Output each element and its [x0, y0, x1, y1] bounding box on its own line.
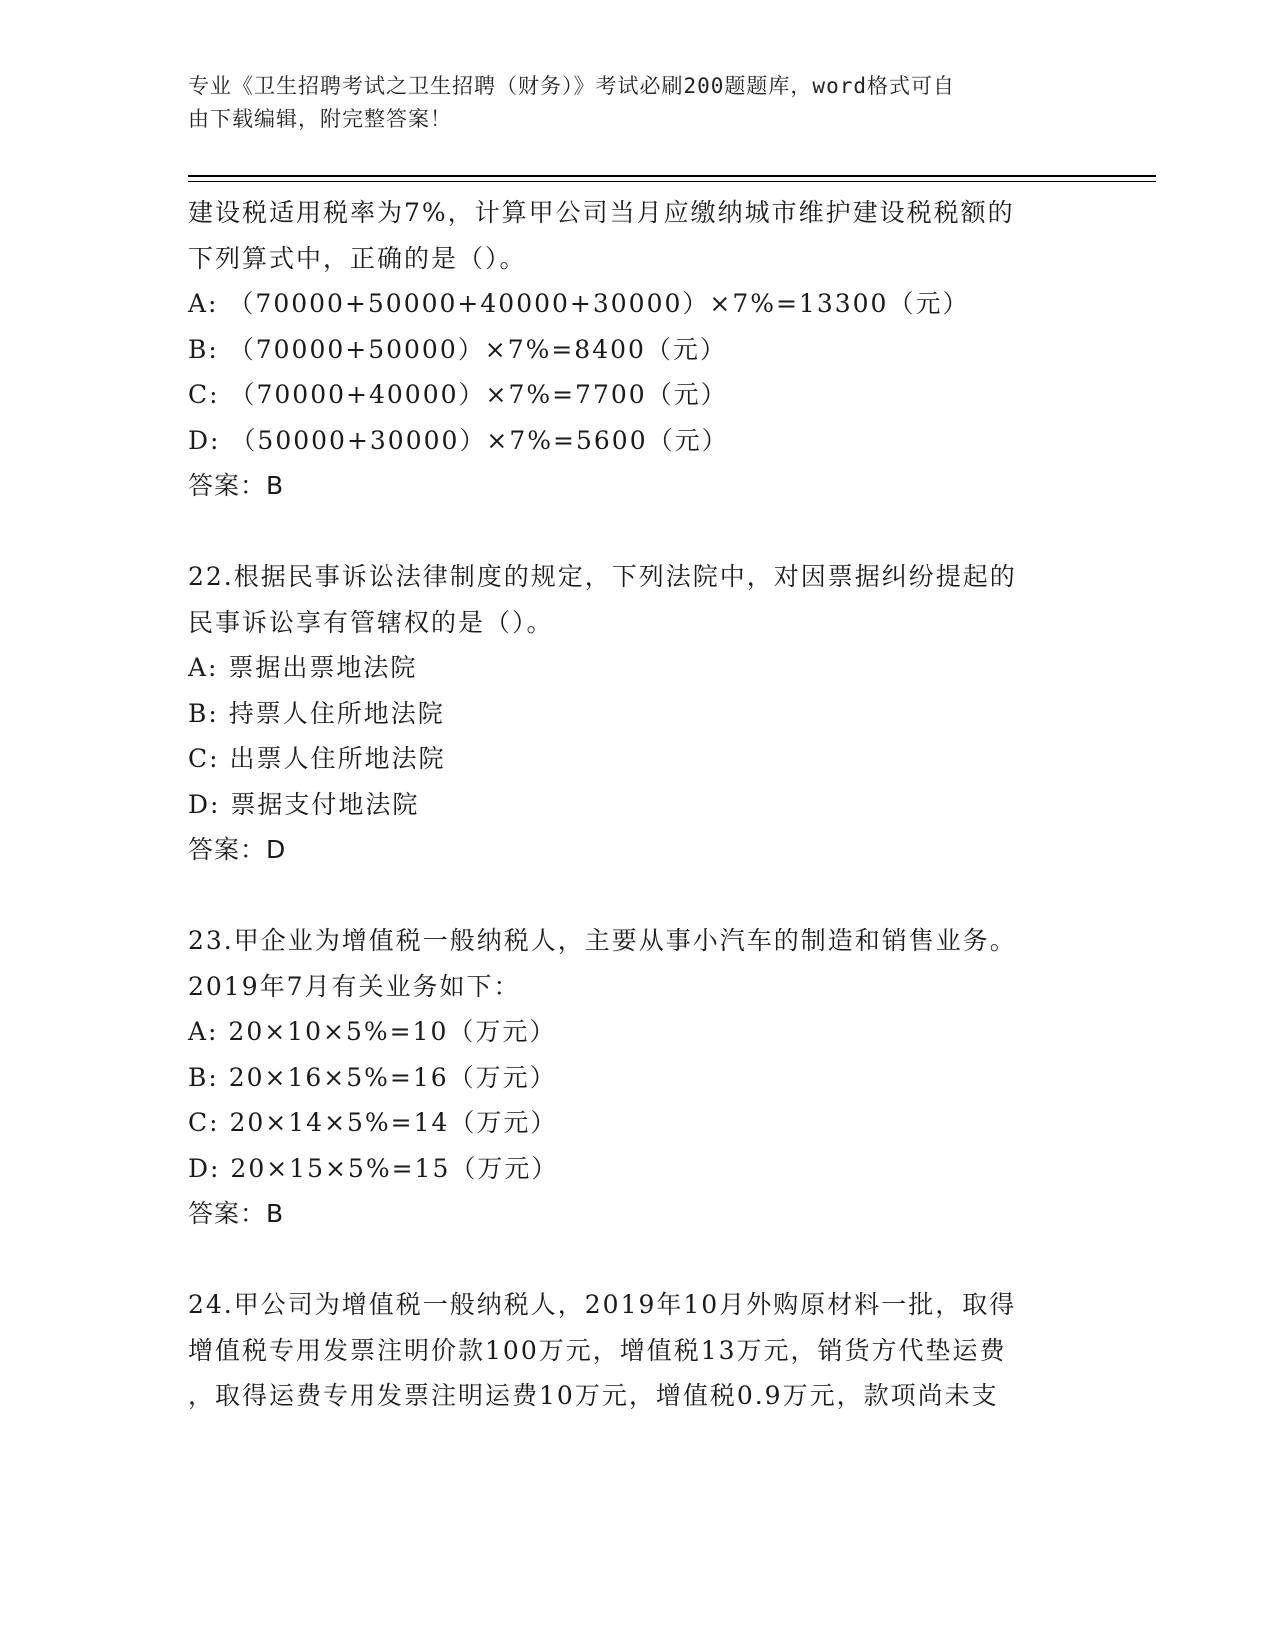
answer-line: 答案：B — [188, 1199, 285, 1228]
question-24 — [188, 1282, 1088, 1419]
header-rule-thick — [188, 175, 1156, 177]
header-line-1: 专业《卫生招聘考试之卫生招聘（财务）》考试必刷200题题库，word格式可自 — [188, 74, 955, 98]
spacer — [188, 873, 1088, 919]
question-22 — [188, 554, 1088, 873]
question-stem: 建设税适用税率为7%，计算甲公司当月应缴纳城市维护建设税税额的 — [188, 198, 1015, 227]
question-stem: ，取得运费专用发票注明运费10万元，增值税0.9万元，款项尚未支 — [188, 1381, 999, 1410]
question-stem: 24.甲公司为增值税一般纳税人，2019年10月外购原材料一批，取得 — [188, 1290, 1017, 1319]
option-a: A: 20×10×5%=10（万元） — [188, 1017, 557, 1046]
question-stem: 下列算式中，正确的是（）。 — [188, 243, 527, 273]
answer-line: 答案：D — [188, 835, 287, 864]
header-line-2: 由下载编辑，附完整答案！ — [188, 107, 452, 131]
option-b: B: 20×16×5%=16（万元） — [188, 1062, 557, 1092]
option-c: C: 20×14×5%=14（万元） — [188, 1108, 558, 1137]
document-header — [188, 70, 1068, 136]
option-d: D: 20×15×5%=15（万元） — [188, 1153, 559, 1183]
option-b: B: 持票人住所地法院 — [188, 698, 445, 728]
question-stem: 2019年7月有关业务如下： — [188, 971, 521, 1001]
question-stem: 增值税专用发票注明价款100万元，增值税13万元，销货方代垫运费 — [188, 1335, 1007, 1365]
option-b: B: （70000+50000）×7%=8400（元） — [188, 334, 727, 364]
question-stem: 22.根据民事诉讼法律制度的规定，下列法院中，对因票据纠纷提起的 — [188, 562, 1017, 591]
header-rule-thin — [188, 181, 1156, 182]
question-stem: 民事诉讼享有管辖权的是（）。 — [188, 607, 554, 637]
option-a: A: （70000+50000+40000+30000）×7%=13300（元） — [188, 289, 970, 318]
option-a: A: 票据出票地法院 — [188, 653, 418, 682]
option-d: D: 票据支付地法院 — [188, 789, 420, 819]
question-23 — [188, 918, 1088, 1237]
option-c: C: 出票人住所地法院 — [188, 744, 446, 773]
answer-line: 答案：B — [188, 471, 285, 500]
option-c: C: （70000+40000）×7%=7700（元） — [188, 380, 728, 409]
option-d: D: （50000+30000）×7%=5600（元） — [188, 425, 729, 455]
document-body — [188, 190, 1088, 1419]
question-21 — [188, 190, 1088, 509]
question-stem: 23.甲企业为增值税一般纳税人，主要从事小汽车的制造和销售业务。 — [188, 926, 1017, 955]
spacer — [188, 1237, 1088, 1283]
spacer — [188, 509, 1088, 555]
